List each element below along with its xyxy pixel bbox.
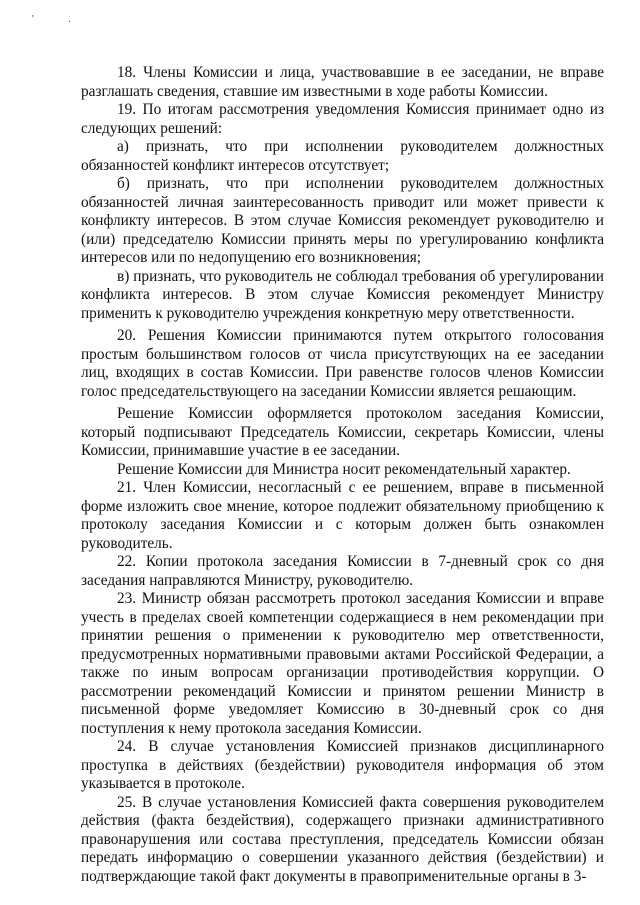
paragraph-19-b: б) признать, что при исполнении руководителем должностных обязанностей личная заинтересованность приводит или может привести к конфликту интересов. В этом случае Комиссия рекомендует руководителю и (или) председателю Комиссии принять меры по урегулированию конфликта интересов или по недопущению его возникновения; [81,175,604,266]
paragraph-19-a: а) признать, что при исполнении руководителем должностных обязанностей конфликт интересов отсутствует; [81,138,604,174]
paragraph-19-v: в) признать, что руководитель не соблюдал требования об урегулировании конфликта интересов. В этом случае Комиссия рекомендует Министру применить к руководителю учреждения конкретную меру ответственности. [81,267,604,322]
paragraph-20-decision-form: Решение Комиссии оформляется протоколом заседания Комиссии, который подписывают Председатель Комиссии, секретарь Комиссии, члены Комиссии, принимавшие участие в ее заседании. [81,405,604,459]
paragraph-23: 23. Министр обязан рассмотреть протокол заседания Комиссии и вправе учесть в пределах своей компетенции содержащиеся в нем рекомендации при принятии решения о применении к руководителю мер ответственности, предусмотренных нормативными правовыми актами Российской Федерации, а также по иным вопросам организации противодействия коррупции. О рассмотрении рекомендаций Комиссии и принятом решении Министр в письменной форме уведомляет Комиссию в 30-дневный срок со дня поступления к нему протокола заседания Комиссии. [81,590,604,737]
paragraph-19: 19. По итогам рассмотрения уведомления Комиссия принимает одно из следующих решений: [81,101,604,137]
paragraph-22: 22. Копии протокола заседания Комиссии в 7-дневный срок со дня заседания направляются Министру, руководителю. [81,553,604,589]
paragraph-20-advisory: Решение Комиссии для Министра носит рекомендательный характер. [117,460,571,478]
document-body [81,64,604,886]
paragraph-25: 25. В случае установления Комиссией факта совершения руководителем действия (факта бездействия), содержащего признаки административного правонарушения или состава преступления, председатель Комиссии обязан передать информацию о совершении указанного действия (бездействии) и подтверждающие такой факт документы в правоприменительные органы в 3- [81,793,604,885]
paragraph-21: 21. Член Комиссии, несогласный с ее решением, вправе в письменной форме изложить свое мнение, которое подлежит обязательному приобщению к протоколу заседания Комиссии и с которым должен быть ознакомлен руководитель. [81,479,604,552]
paragraph-20: 20. Решения Комиссии принимаются путем открытого голосования простым большинством голосов от числа присутствующих на ее заседании лиц, входящих в состав Комиссии. При равенстве голосов членов Комиссии голос председательствующего на заседании Комиссии является решающим. [81,327,604,400]
paragraph-18: 18. Члены Комиссии и лица, участвовавшие в ее заседании, не вправе разглашать сведения, ставшие им известными в ходе работы Комиссии. [81,64,604,100]
paragraph-24: 24. В случае установления Комиссией признаков дисциплинарного проступка в действиях (бездействии) руководителя информация об этом указывается в протоколе. [81,738,604,792]
scan-marks: ' . [32,14,87,25]
